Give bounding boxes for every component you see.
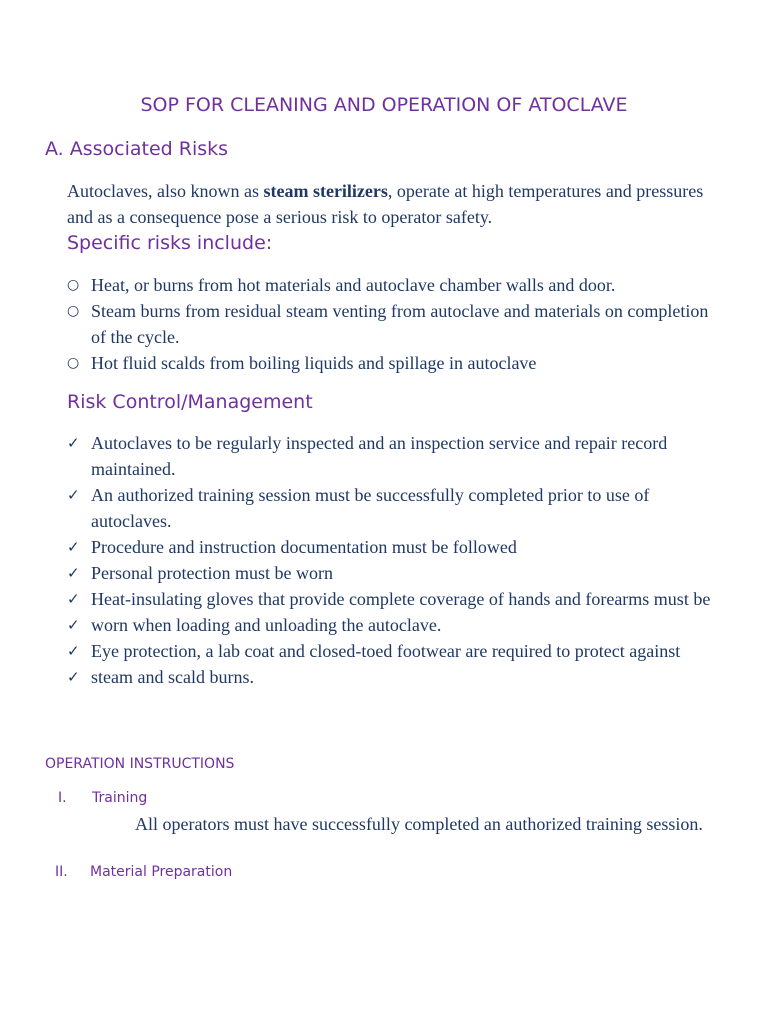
intro-text-start: Autoclaves, also known as bbox=[67, 181, 264, 201]
list-item bbox=[67, 664, 727, 690]
list-item bbox=[67, 534, 727, 560]
checkmark-icon: ✓ bbox=[67, 434, 80, 452]
list-item bbox=[67, 482, 727, 534]
checkmark-icon: ✓ bbox=[67, 564, 80, 582]
checkmark-icon: ✓ bbox=[67, 668, 80, 686]
list-item bbox=[67, 430, 727, 482]
operation-instructions-heading: OPERATION INSTRUCTIONS bbox=[45, 756, 235, 772]
intro-bold-term: steam sterilizers bbox=[263, 181, 388, 201]
step-label: Training bbox=[92, 790, 148, 806]
open-circle-icon: ○ bbox=[67, 355, 80, 371]
checkmark-icon: ✓ bbox=[67, 590, 80, 608]
document-title: SOP FOR CLEANING AND OPERATION OF ATOCLAVE bbox=[140, 94, 628, 116]
list-item-text: Steam burns from residual steam venting from autoclave and materials on completion of the cycle. bbox=[91, 301, 709, 347]
checkmark-icon: ✓ bbox=[67, 486, 80, 504]
list-item bbox=[67, 298, 727, 350]
step-label: Material Preparation bbox=[90, 864, 233, 880]
intro-paragraph bbox=[67, 178, 727, 230]
list-item-text: Heat, or burns from hot materials and autoclave chamber walls and door. bbox=[91, 275, 616, 295]
list-item-text: steam and scald burns. bbox=[91, 667, 254, 687]
list-item bbox=[67, 560, 727, 586]
checkmark-icon: ✓ bbox=[67, 538, 80, 556]
list-item bbox=[67, 612, 727, 638]
open-circle-icon: ○ bbox=[67, 303, 80, 319]
checkmark-icon: ✓ bbox=[67, 616, 80, 634]
list-item-text: Personal protection must be worn bbox=[91, 563, 333, 583]
checkmark-icon: ✓ bbox=[67, 642, 80, 660]
list-item-text: Eye protection, a lab coat and closed-toed footwear are required to protect against bbox=[91, 641, 681, 661]
open-circle-icon: ○ bbox=[67, 277, 80, 293]
step-number: I. bbox=[58, 790, 67, 806]
list-item-text: Procedure and instruction documentation must be followed bbox=[91, 537, 517, 557]
list-item-text: Heat-insulating gloves that provide complete coverage of hands and forearms must be bbox=[91, 589, 711, 609]
list-item bbox=[67, 350, 727, 376]
list-item-text: worn when loading and unloading the autoclave. bbox=[91, 615, 442, 635]
list-item bbox=[67, 586, 727, 612]
step-number: II. bbox=[55, 864, 68, 880]
list-item bbox=[67, 272, 727, 298]
training-text: All operators must have successfully completed an authorized training session. bbox=[135, 814, 703, 834]
specific-risks-heading: Specific risks include: bbox=[67, 232, 273, 254]
intro-text-end: , operate at high temperatures and pressures and as a consequence pose a serious risk to operator safety. bbox=[67, 181, 704, 227]
section-a-heading: A. Associated Risks bbox=[45, 138, 229, 160]
list-item-text: An authorized training session must be successfully completed prior to use of autoclaves. bbox=[91, 485, 650, 531]
list-item-text: Hot fluid scalds from boiling liquids and spillage in autoclave bbox=[91, 353, 537, 373]
risk-control-heading: Risk Control/Management bbox=[67, 391, 313, 413]
list-item-text: Autoclaves to be regularly inspected and an inspection service and repair record maintained. bbox=[91, 433, 668, 479]
risk-control-list bbox=[67, 430, 727, 690]
specific-risks-list bbox=[67, 272, 727, 376]
list-item bbox=[67, 638, 727, 664]
